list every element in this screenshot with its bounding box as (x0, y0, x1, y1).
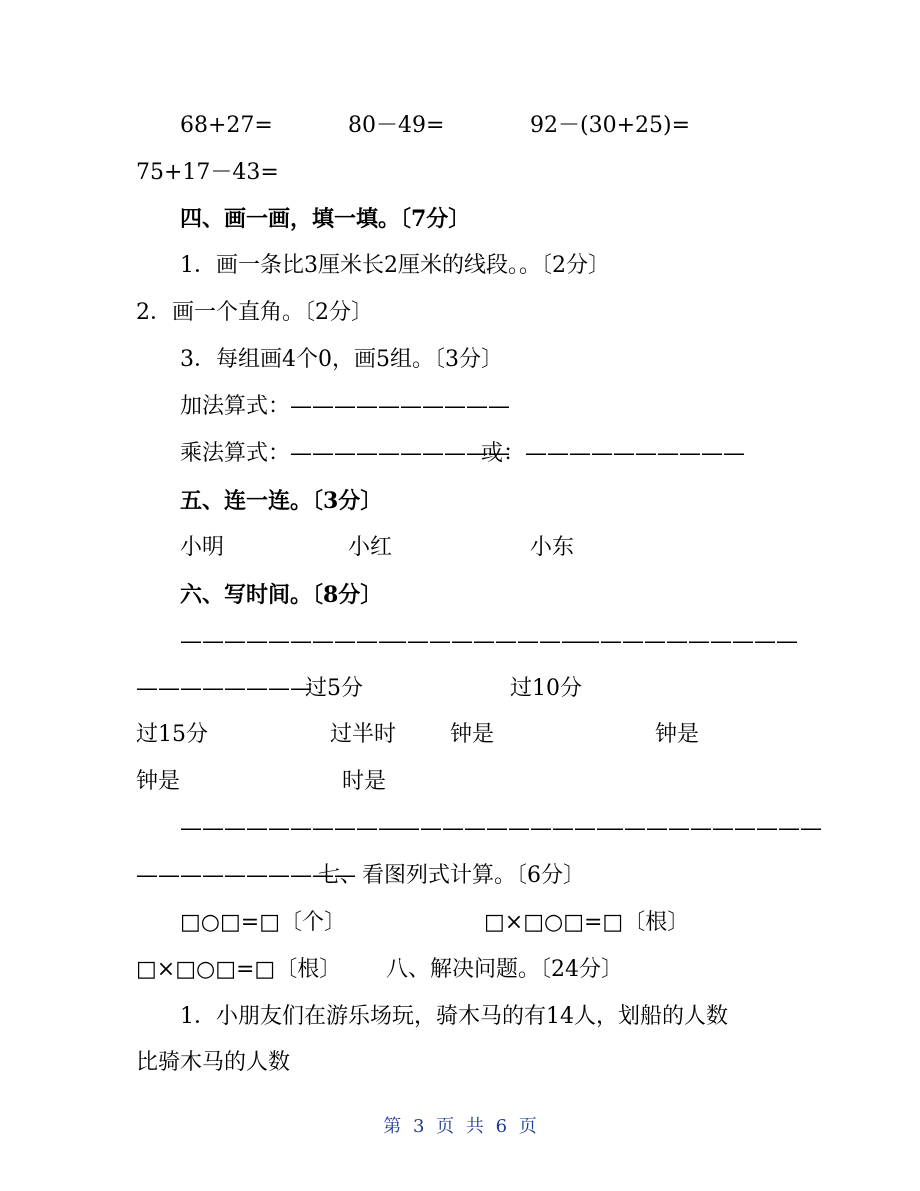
calc-68-27: 68+27= (180, 113, 273, 138)
footer-label-ye1: 页 (436, 1116, 455, 1137)
or-formula-line: 或：—————————— (481, 441, 746, 466)
footer-label-total: 共 (465, 1116, 484, 1137)
section4-heading: 四、画一画，填一填。〔7分〕 (180, 206, 471, 232)
label-clock-is-b: 钟是 (655, 722, 700, 747)
label-past-half: 过半时 (330, 722, 397, 747)
calc-92-30-25: 92－(30+25)= (530, 113, 691, 138)
time-blank-4: ———————— (136, 676, 312, 701)
time-blank-3: —————————— (578, 629, 798, 654)
label-past-15: 过15分 (136, 722, 208, 747)
calc-75-17-43: 75+17－43= (136, 160, 279, 185)
time-blank-1: —————————— (180, 629, 400, 654)
footer-total-pages: 6 (495, 1116, 508, 1137)
time-blank-6: —————————— (398, 816, 618, 841)
problem1-line1: 1．小朋友们在游乐场玩，骑木马的有14人，划船的人数 (180, 1004, 728, 1029)
label-past-5: 过5分 (305, 676, 363, 701)
time-blank-2: ————————— (385, 629, 583, 654)
problem1-line2: 比骑木马的人数 (136, 1050, 291, 1075)
time-blank-8: —————————— (136, 863, 356, 888)
section6-heading: 六、写时间。〔8分〕 (180, 582, 383, 608)
time-blank-5: —————————— (180, 816, 400, 841)
section7-heading: 七、看图列式计算。〔6分〕 (318, 863, 585, 888)
footer-current-page: 3 (412, 1116, 425, 1137)
footer-label-ye2: 页 (518, 1116, 537, 1137)
name-xiaodong: 小东 (530, 535, 575, 560)
addition-formula-line: 加法算式：—————————— (180, 394, 511, 419)
equation-sticks-a: □×□○□=□〔根〕 (484, 910, 690, 935)
section4-item2: 2．画一个直角。〔2分〕 (136, 300, 373, 325)
page-footer (0, 1112, 920, 1138)
label-hour-is: 时是 (342, 769, 387, 794)
section8-heading: 八、解决问题。〔24分〕 (386, 957, 623, 982)
time-blank-7: —————————— (602, 816, 822, 841)
name-xiaoming: 小明 (180, 535, 225, 560)
section5-heading: 五、连一连。〔3分〕 (180, 488, 383, 514)
equation-count: □○□=□〔个〕 (180, 910, 346, 935)
footer-label-page: 第 (383, 1116, 402, 1137)
label-past-10: 过10分 (510, 676, 582, 701)
section4-item3: 3．每组画4个0，画5组。〔3分〕 (180, 347, 503, 372)
calc-80-49: 80－49= (348, 113, 445, 138)
label-clock-is-a: 钟是 (450, 722, 495, 747)
name-xiaohong: 小红 (348, 535, 393, 560)
label-clock-is-c: 钟是 (136, 769, 181, 794)
section4-item1: 1．画一条比3厘米长2厘米的线段。。〔2分〕 (180, 253, 610, 278)
equation-sticks-b: □×□○□=□〔根〕 (136, 957, 342, 982)
multiplication-formula-line: 乘法算式：—————————— (180, 441, 511, 466)
